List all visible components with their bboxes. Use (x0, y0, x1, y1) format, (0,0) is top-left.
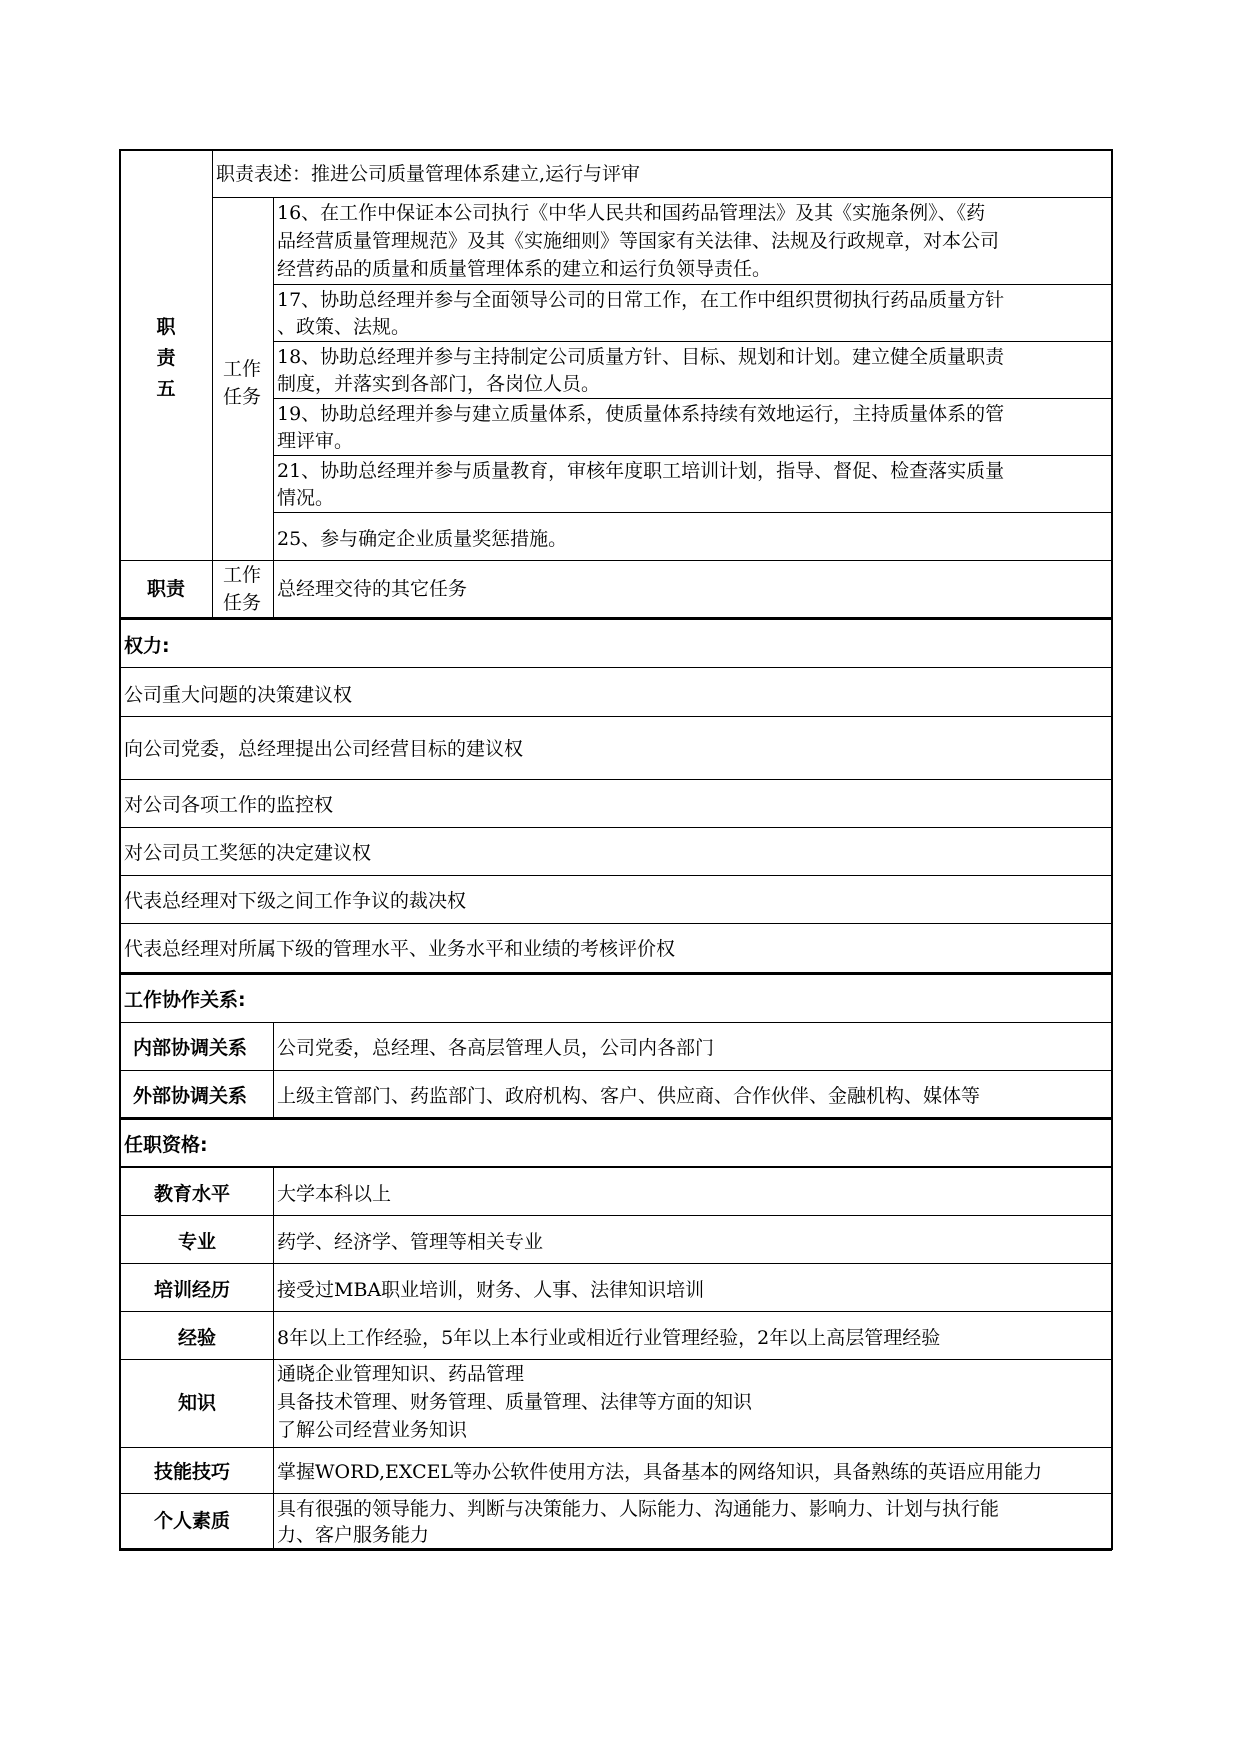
duty5-label: 职 责 五 (156, 316, 176, 400)
authority-item: 代表总经理对下级之间工作争议的裁决权 (124, 890, 467, 912)
qual-label-education: 教育水平 (154, 1183, 231, 1205)
qual-label-skills: 技能技巧 (154, 1461, 231, 1483)
qual-label-personal: 个人素质 (154, 1510, 231, 1532)
authority-item: 对公司员工奖惩的决定建议权 (124, 842, 372, 864)
task-line: 18、协助总经理并参与主持制定公司质量方针、目标、规划和计划。建立健全质量职责 (277, 346, 1005, 368)
qual-value-experience: 8年以上工作经验，5年以上本行业或相近行业管理经验，2年以上高层管理经验 (277, 1327, 941, 1349)
authority-item: 向公司党委，总经理提出公司经营目标的建议权 (124, 738, 524, 760)
task-line: 经营药品的质量和质量管理体系的建立和运行负领导责任。 (277, 258, 772, 280)
qual-value-personal: 具有很强的领导能力、判断与决策能力、人际能力、沟通能力、影响力、计划与执行能 (277, 1498, 1000, 1520)
qual-value-training: 接受过MBA职业培训，财务、人事、法律知识培训 (277, 1279, 705, 1301)
duty-other-row (0, 0, 1241, 620)
task-line: 品经营质量管理规范》及其《实施细则》等国家有关法律、法规及行政规章，对本公司 (277, 230, 1000, 252)
authority-item: 公司重大问题的决策建议权 (124, 684, 353, 706)
authority-heading: 权力: (124, 635, 170, 657)
task-line: 16、在工作中保证本公司执行《中华人民共和国药品管理法》及其《实施条例》、《药 (277, 202, 986, 224)
duty-other-label: 职责 (147, 578, 186, 600)
duty5-task-label: 工作 任务 (223, 358, 262, 408)
cooperation-heading: 工作协作关系: (124, 989, 246, 1011)
task-line: 25、参与确定企业质量奖惩措施。 (277, 528, 568, 550)
authority-item: 对公司各项工作的监控权 (124, 794, 334, 816)
duty-other-task-label: 工作 任务 (223, 564, 262, 614)
qual-value-skills: 掌握WORD,EXCEL等办公软件使用方法，具备基本的网络知识，具备熟练的英语应用能力 (277, 1461, 1043, 1483)
internal-coordination-label: 内部协调关系 (133, 1037, 248, 1059)
qual-label-major: 专业 (178, 1231, 217, 1253)
external-coordination-label: 外部协调关系 (133, 1085, 248, 1107)
qual-label-training: 培训经历 (154, 1279, 231, 1301)
task-line: 17、协助总经理并参与全面领导公司的日常工作，在工作中组织贯彻执行药品质量方针 (277, 289, 1005, 311)
task-line: 21、协助总经理并参与质量教育，审核年度职工培训计划，指导、督促、检查落实质量 (277, 460, 1005, 482)
authority-item: 代表总经理对所属下级的管理水平、业务水平和业绩的考核评价权 (124, 938, 676, 960)
qual-value-knowledge: 了解公司经营业务知识 (277, 1419, 468, 1441)
duty-other-text: 总经理交待的其它任务 (277, 578, 468, 600)
task-line: 理评审。 (277, 430, 354, 452)
task-line: 19、协助总经理并参与建立质量体系，使质量体系持续有效地运行，主持质量体系的管 (277, 403, 1005, 425)
qual-value-major: 药学、经济学、管理等相关专业 (277, 1231, 544, 1253)
qual-label-knowledge: 知识 (178, 1392, 217, 1414)
external-coordination-text: 上级主管部门、药监部门、政府机构、客户、供应商、合作伙伴、金融机构、媒体等 (277, 1085, 981, 1107)
task-line: 、政策、法规。 (277, 316, 411, 338)
qualifications-heading: 任职资格: (124, 1134, 208, 1156)
qual-value-knowledge: 通晓企业管理知识、药品管理 (277, 1363, 525, 1385)
duty5-summary: 职责表述：推进公司质量管理体系建立,运行与评审 (216, 163, 641, 185)
internal-coordination-text: 公司党委，总经理、各高层管理人员，公司内各部门 (277, 1037, 715, 1059)
task-line: 制度，并落实到各部门，各岗位人员。 (277, 373, 601, 395)
qual-value-personal: 力、客户服务能力 (277, 1524, 430, 1546)
qual-value-education: 大学本科以上 (277, 1183, 392, 1205)
qual-label-experience: 经验 (178, 1327, 217, 1349)
qual-value-knowledge: 具备技术管理、财务管理、质量管理、法律等方面的知识 (277, 1391, 753, 1413)
task-line: 情况。 (277, 487, 335, 509)
